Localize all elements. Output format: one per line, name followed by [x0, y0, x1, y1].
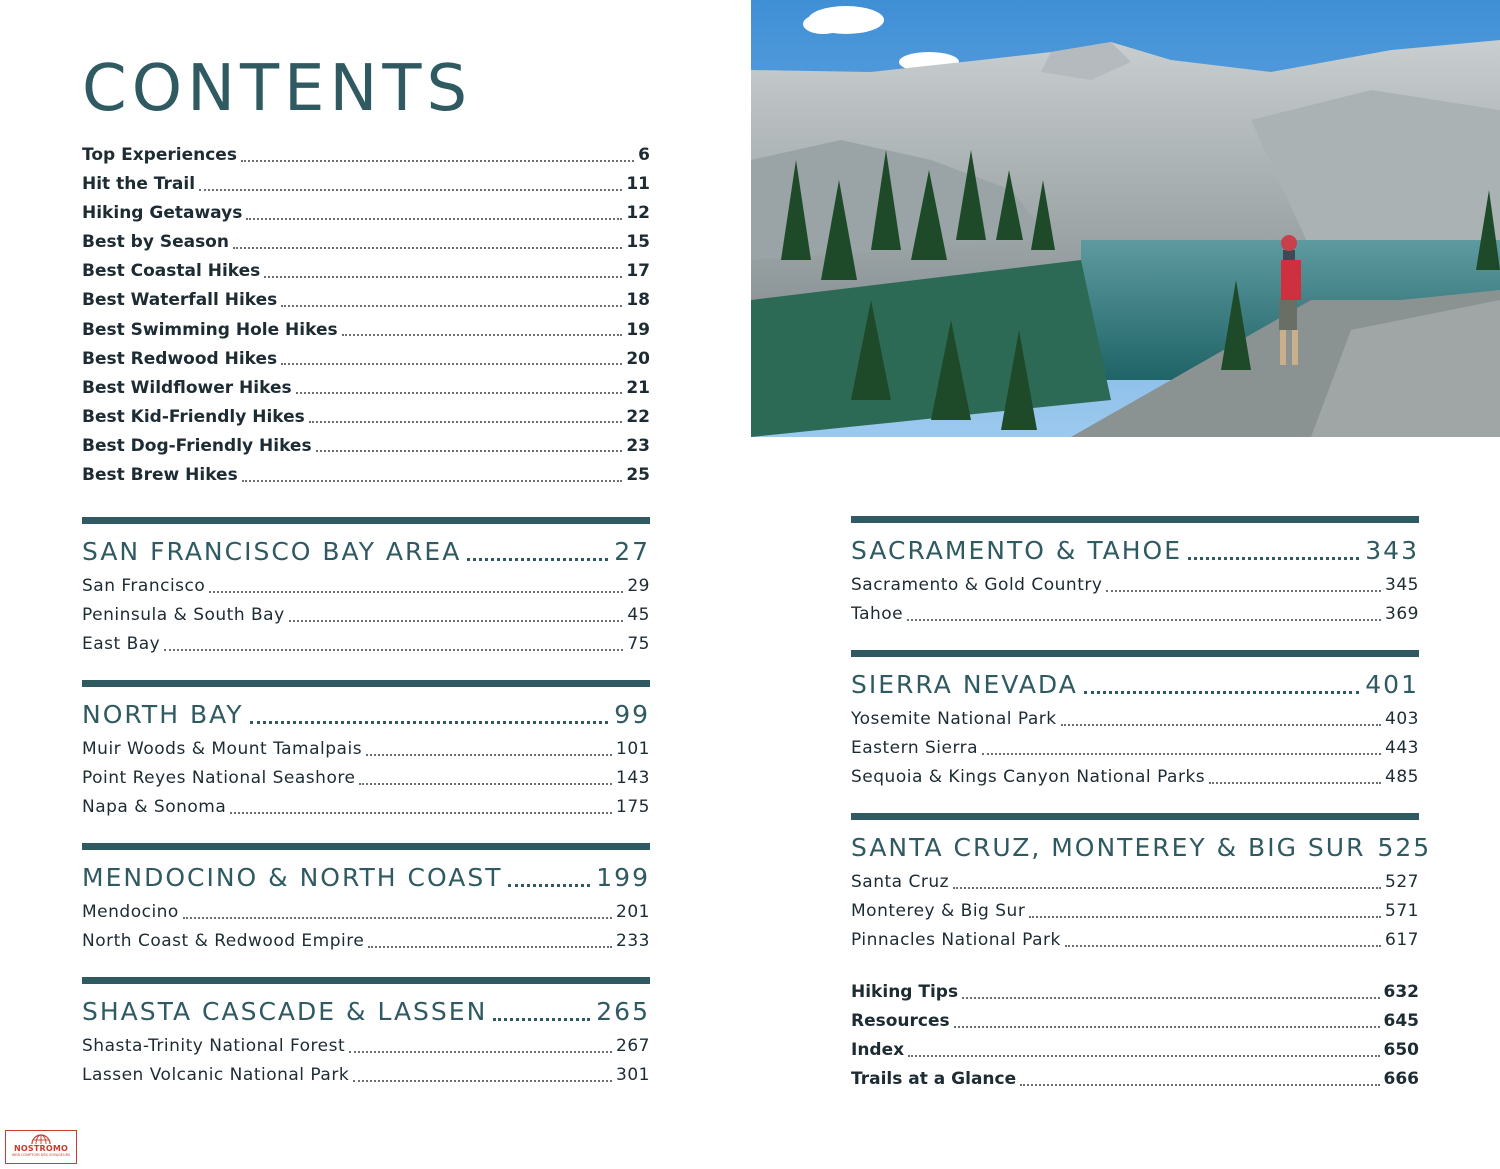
toc-entry-label: Sacramento & Gold Country — [851, 575, 1103, 595]
toc-entry-label: Best Brew Hikes — [82, 465, 238, 486]
toc-entry-page: 485 — [1385, 767, 1419, 788]
section-heading[interactable] — [82, 858, 650, 898]
toc-entry-label: Hiking Tips — [851, 982, 959, 1002]
toc-entry[interactable] — [82, 345, 650, 374]
toc-entry[interactable] — [851, 734, 1419, 763]
toc-entry[interactable] — [851, 1065, 1419, 1094]
dot-leader — [264, 276, 622, 278]
toc-entry-label: Lassen Volcanic National Park — [82, 1065, 350, 1086]
toc-entry-page: 632 — [1383, 982, 1419, 1002]
toc-entry[interactable] — [851, 897, 1419, 926]
dot-leader — [241, 160, 634, 162]
toc-entry[interactable] — [82, 1061, 650, 1090]
section-north-bay — [82, 680, 650, 822]
toc-entry-label: Tahoe — [851, 604, 904, 625]
toc-entry-page: 301 — [616, 1065, 650, 1086]
dot-leader — [342, 334, 623, 336]
dot-leader — [366, 754, 612, 756]
toc-entry[interactable] — [82, 793, 650, 822]
dot-leader — [233, 247, 622, 249]
toc-entry-label: Muir Woods & Mount Tamalpais — [82, 739, 363, 759]
section-title: SANTA CRUZ, MONTEREY & BIG SUR — [851, 833, 1366, 862]
toc-entry-label: Best Dog-Friendly Hikes — [82, 435, 312, 456]
page-title: CONTENTS — [82, 52, 473, 126]
dot-leader — [907, 619, 1381, 621]
toc-entry[interactable] — [82, 316, 650, 345]
toc-entry-page: 12 — [626, 203, 650, 224]
dot-leader — [953, 887, 1381, 889]
section-santa-cruz-monterey-big-sur — [851, 813, 1432, 955]
dot-leader — [359, 783, 612, 785]
toc-entry-label: Point Reyes National Seashore — [82, 768, 356, 789]
dot-leader — [281, 305, 622, 307]
toc-entry-page: 22 — [626, 406, 650, 427]
dot-leader — [242, 480, 623, 482]
section-rule — [82, 977, 650, 984]
section-shasta-cascade-lassen — [82, 977, 650, 1090]
toc-entry-label: Pinnacles National Park — [851, 930, 1061, 951]
section-title: SAN FRANCISCO BAY AREA — [82, 537, 462, 566]
toc-entry-label: Monterey & Big Sur — [851, 901, 1026, 922]
toc-entry-label: Shasta-Trinity National Forest — [82, 1036, 346, 1056]
section-rule — [851, 650, 1419, 657]
toc-entry-page: 45 — [627, 605, 650, 626]
toc-entry-label: Top Experiences — [82, 145, 237, 165]
dot-leader — [1061, 724, 1381, 726]
toc-entry[interactable] — [82, 286, 650, 315]
dot-leader — [296, 392, 623, 394]
toc-entry[interactable] — [851, 1007, 1419, 1036]
toc-entry[interactable] — [82, 601, 650, 630]
toc-entry-label: Best Swimming Hole Hikes — [82, 319, 338, 340]
toc-entry[interactable] — [851, 763, 1419, 792]
dot-leader — [164, 649, 623, 651]
section-title: SACRAMENTO & TAHOE — [851, 536, 1183, 565]
toc-entry-label: Best Redwood Hikes — [82, 348, 278, 369]
toc-entry[interactable] — [82, 572, 650, 601]
dot-leader — [508, 884, 590, 887]
toc-entry-page: 20 — [626, 348, 650, 369]
section-title: SIERRA NEVADA — [851, 670, 1078, 699]
toc-entry-label: Mendocino — [82, 902, 179, 922]
dot-leader — [1084, 691, 1359, 694]
section-title: NORTH BAY — [82, 700, 244, 729]
toc-entry-page: 650 — [1383, 1040, 1419, 1061]
toc-entry-label: Best Wildflower Hikes — [82, 377, 292, 398]
toc-entry[interactable] — [851, 1036, 1419, 1065]
dot-leader — [954, 1026, 1380, 1028]
mountain-lake-hiker-photo — [751, 0, 1500, 437]
toc-entry-label: Hit the Trail — [82, 174, 196, 195]
toc-entry-label: Best Coastal Hikes — [82, 261, 261, 282]
dot-leader — [368, 946, 612, 948]
dot-leader — [908, 1055, 1379, 1057]
toc-entry[interactable] — [82, 141, 650, 170]
logo-wordmark: NOSTROMO — [13, 1144, 69, 1153]
toc-entry[interactable] — [82, 228, 650, 257]
toc-entry-page: 6 — [638, 145, 650, 165]
section-heading[interactable] — [82, 532, 650, 572]
toc-entry[interactable] — [82, 898, 650, 927]
toc-entry-page: 369 — [1385, 604, 1419, 625]
toc-entry-page: 17 — [626, 261, 650, 282]
toc-entry[interactable] — [82, 257, 650, 286]
section-rule — [851, 813, 1419, 820]
section-page: 525 — [1377, 833, 1432, 862]
dot-leader — [209, 591, 623, 593]
section-page: 99 — [614, 700, 650, 729]
toc-entry-label: Trails at a Glance — [851, 1069, 1017, 1090]
toc-entry-page: 345 — [1385, 575, 1419, 595]
toc-entry[interactable] — [851, 600, 1419, 629]
toc-entry-label: Index — [851, 1040, 905, 1061]
section-sierra-nevada — [851, 650, 1419, 792]
dot-leader — [467, 558, 608, 561]
section-page: 265 — [596, 997, 650, 1026]
dot-leader — [230, 812, 612, 814]
toc-entry-label: Eastern Sierra — [851, 738, 979, 759]
toc-entry-page: 617 — [1385, 930, 1419, 951]
dot-leader — [289, 620, 624, 622]
dot-leader — [246, 218, 622, 220]
toc-entry-label: Yosemite National Park — [851, 709, 1057, 729]
section-heading[interactable] — [851, 828, 1432, 868]
toc-entry-label: Napa & Sonoma — [82, 797, 227, 818]
dot-leader — [493, 1018, 590, 1021]
front-matter-list — [82, 141, 650, 490]
section-page: 401 — [1365, 670, 1419, 699]
toc-entry-page: 101 — [616, 739, 650, 759]
toc-entry-label: East Bay — [82, 634, 161, 655]
section-sacramento-tahoe — [851, 516, 1419, 629]
toc-entry-page: 267 — [616, 1036, 650, 1056]
dot-leader — [1020, 1084, 1379, 1086]
toc-entry-page: 233 — [616, 931, 650, 952]
toc-entry[interactable] — [851, 705, 1419, 734]
dot-leader — [1029, 916, 1381, 918]
toc-entry[interactable] — [82, 432, 650, 461]
toc-entry-page: 403 — [1385, 709, 1419, 729]
toc-entry[interactable] — [82, 735, 650, 764]
toc-entry-page: 527 — [1385, 872, 1419, 892]
toc-entry-page: 571 — [1385, 901, 1419, 922]
section-heading[interactable] — [851, 665, 1419, 705]
dot-leader — [281, 363, 622, 365]
toc-entry-page: 21 — [626, 377, 650, 398]
toc-entry-label: Peninsula & South Bay — [82, 605, 285, 626]
toc-entry[interactable] — [82, 764, 650, 793]
toc-entry-page: 666 — [1383, 1069, 1419, 1090]
dot-leader — [1188, 557, 1359, 560]
toc-entry-label: Best Kid-Friendly Hikes — [82, 406, 305, 427]
toc-entry-page: 19 — [626, 319, 650, 340]
dot-leader — [1209, 782, 1381, 784]
toc-entry-page: 25 — [626, 465, 650, 486]
toc-entry-label: Resources — [851, 1011, 950, 1032]
section-title: SHASTA CASCADE & LASSEN — [82, 997, 488, 1026]
toc-entry-page: 175 — [616, 797, 650, 818]
dot-leader — [1065, 945, 1381, 947]
section-heading[interactable] — [82, 992, 650, 1032]
dot-leader — [309, 421, 623, 423]
dot-leader — [353, 1080, 612, 1082]
toc-entry-label: Hiking Getaways — [82, 203, 243, 224]
section-page: 199 — [596, 863, 650, 892]
toc-entry-label: Best by Season — [82, 232, 229, 253]
toc-entry-page: 23 — [626, 435, 650, 456]
nostromo-logo — [5, 1130, 77, 1164]
toc-entry[interactable] — [82, 403, 650, 432]
toc-entry[interactable] — [82, 374, 650, 403]
toc-entry[interactable] — [851, 978, 1419, 1007]
section-heading[interactable] — [851, 531, 1419, 571]
section-rule — [82, 680, 650, 687]
toc-entry-label: Santa Cruz — [851, 872, 950, 892]
toc-entry-page: 201 — [616, 902, 650, 922]
toc-entry-page: 645 — [1383, 1011, 1419, 1032]
section-rule — [82, 517, 650, 524]
logo-tagline: WEB COMPTOIR DES VOYAGEURS — [11, 1153, 71, 1157]
toc-entry[interactable] — [82, 199, 650, 228]
toc-entry-page: 75 — [627, 634, 650, 655]
dot-leader — [316, 450, 623, 452]
dot-leader — [349, 1051, 612, 1053]
toc-entry[interactable] — [82, 170, 650, 199]
section-rule — [851, 516, 1419, 523]
toc-entry-page: 18 — [626, 290, 650, 311]
toc-entry-label: San Francisco — [82, 576, 206, 596]
back-matter-list — [851, 978, 1419, 1094]
toc-entry[interactable] — [82, 1032, 650, 1061]
dot-leader — [250, 721, 609, 724]
toc-entry[interactable] — [851, 571, 1419, 600]
section-heading[interactable] — [82, 695, 650, 735]
toc-entry-label: Sequoia & Kings Canyon National Parks — [851, 767, 1206, 788]
section-page: 343 — [1365, 536, 1419, 565]
toc-entry[interactable] — [82, 461, 650, 490]
toc-entry[interactable] — [82, 927, 650, 956]
toc-entry-page: 143 — [616, 768, 650, 789]
dot-leader — [1106, 590, 1381, 592]
toc-entry[interactable] — [851, 926, 1419, 955]
toc-entry-page: 443 — [1385, 738, 1419, 759]
section-rule — [82, 843, 650, 850]
section-title: MENDOCINO & NORTH COAST — [82, 863, 503, 892]
toc-entry-page: 15 — [626, 232, 650, 253]
dot-leader — [982, 753, 1381, 755]
toc-entry-label: Best Waterfall Hikes — [82, 290, 278, 311]
toc-entry[interactable] — [82, 630, 650, 659]
dot-leader — [962, 997, 1379, 999]
section-mendocino-north-coast — [82, 843, 650, 956]
toc-entry[interactable] — [851, 868, 1419, 897]
toc-entry-page: 29 — [627, 576, 650, 596]
toc-entry-page: 11 — [626, 174, 650, 195]
toc-entry-label: North Coast & Redwood Empire — [82, 931, 365, 952]
section-san-francisco-bay-area — [82, 517, 650, 659]
dot-leader — [183, 917, 612, 919]
dot-leader — [199, 189, 622, 191]
section-page: 27 — [614, 537, 650, 566]
